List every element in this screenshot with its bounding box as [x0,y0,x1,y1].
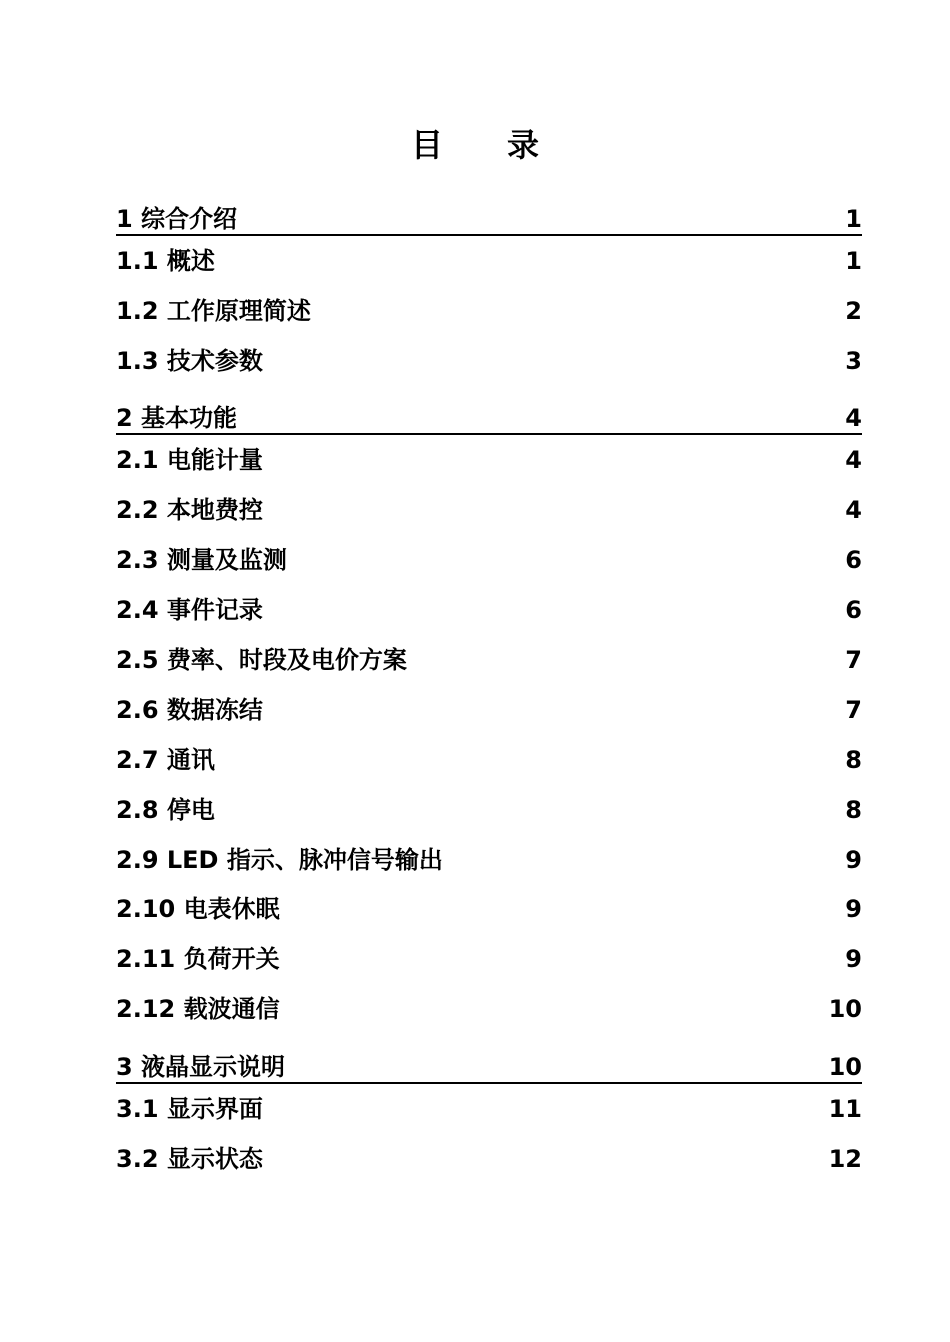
toc-section-entry[interactable] [116,535,862,585]
toc-entry-page-number: 6 [845,546,862,575]
toc-section-entry[interactable] [116,934,862,984]
toc-section-entry[interactable] [116,286,862,336]
toc-entry-label: 2.5 费率、时段及电价方案 [116,645,407,674]
toc-entry-label: 2.7 通讯 [116,745,215,774]
toc-section-entry[interactable] [116,984,862,1034]
toc-entry-page-number: 11 [828,1094,862,1123]
page-title-left: 目 [410,126,443,164]
toc-entry-page-number: 9 [845,945,862,974]
toc-entry-label: 1.3 技术参数 [116,346,263,375]
toc-section-entry[interactable] [116,785,862,835]
page-title-right: 录 [507,126,540,164]
toc-section-entry[interactable] [116,585,862,635]
toc-entry-page-number: 6 [845,596,862,625]
toc-entry-label: 3.1 显示界面 [116,1094,263,1123]
toc-entry-page-number: 4 [845,496,862,525]
toc-entry-label: 3.2 显示状态 [116,1144,263,1173]
toc-chapter-entry[interactable] [116,1034,862,1084]
toc-entry-page-number: 12 [828,1144,862,1173]
toc-entry-label: 2 基本功能 [116,404,238,433]
toc-chapter-entry[interactable] [116,186,862,236]
toc-entry-label: 2.6 数据冻结 [116,695,263,724]
toc-entry-page-number: 9 [845,845,862,874]
toc-entry-page-number: 3 [845,346,862,375]
toc-entry-label: 1.1 概述 [116,246,215,275]
toc-chapter-entry[interactable] [116,386,862,436]
toc-entry-label: 1.2 工作原理简述 [116,296,311,325]
toc-entry-label: 2.11 负荷开关 [116,945,280,974]
toc-section-entry[interactable] [116,735,862,785]
toc-section-entry[interactable] [116,635,862,685]
table-of-contents [116,186,862,1184]
toc-entry-page-number: 1 [845,204,862,233]
toc-entry-page-number: 1 [845,246,862,275]
toc-entry-label: 2.12 载波通信 [116,995,280,1024]
toc-entry-label: 2.3 测量及监测 [116,546,287,575]
toc-entry-page-number: 4 [845,446,862,475]
toc-entry-page-number: 10 [828,1053,862,1082]
toc-section-entry[interactable] [116,835,862,885]
page-title [0,122,950,168]
toc-entry-page-number: 4 [845,404,862,433]
toc-entry-page-number: 9 [845,895,862,924]
toc-entry-label: 2.2 本地费控 [116,496,263,525]
toc-entry-label: 2.1 电能计量 [116,446,263,475]
toc-section-entry[interactable] [116,1084,862,1134]
toc-section-entry[interactable] [116,884,862,934]
toc-entry-label: 2.8 停电 [116,795,215,824]
toc-entry-page-number: 8 [845,795,862,824]
toc-entry-page-number: 7 [845,645,862,674]
toc-entry-page-number: 2 [845,296,862,325]
toc-entry-label: 2.9 LED 指示、脉冲信号输出 [116,845,443,874]
toc-entry-label: 2.10 电表休眠 [116,895,280,924]
toc-entry-label: 1 综合介绍 [116,204,238,233]
toc-section-entry[interactable] [116,685,862,735]
toc-section-entry[interactable] [116,236,862,286]
toc-section-entry[interactable] [116,336,862,386]
toc-entry-page-number: 7 [845,695,862,724]
toc-section-entry[interactable] [116,485,862,535]
toc-entry-label: 3 液晶显示说明 [116,1053,286,1082]
toc-section-entry[interactable] [116,1134,862,1184]
toc-entry-page-number: 8 [845,745,862,774]
toc-entry-page-number: 10 [828,995,862,1024]
toc-entry-label: 2.4 事件记录 [116,596,263,625]
toc-section-entry[interactable] [116,435,862,485]
